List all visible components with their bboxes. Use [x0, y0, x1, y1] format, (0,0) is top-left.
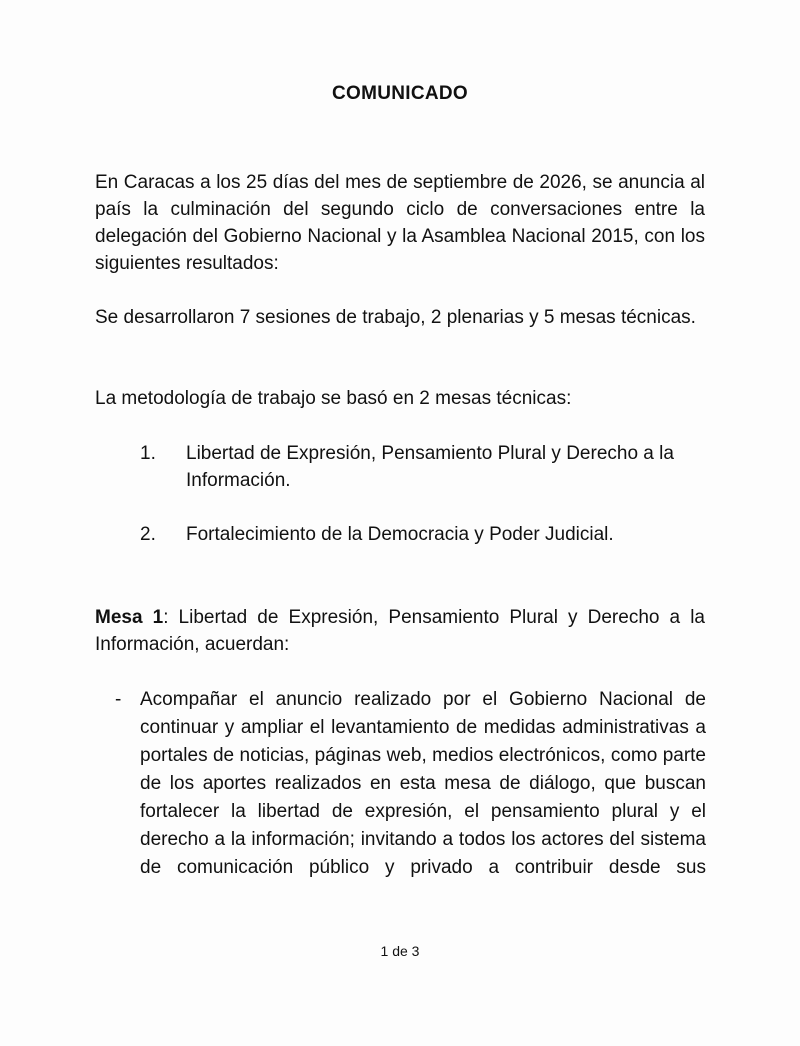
list-item-2-number: 2.	[140, 524, 156, 545]
bullet-marker: -	[115, 689, 122, 710]
intro-paragraph: En Caracas a los 25 días del mes de septiembre de 2026, se anuncia al país la culminación del segundo ciclo de conversaciones entre la delegación del Gobierno Nacional y la Asamblea Nacional 2015, con los siguientes resultados:	[95, 172, 705, 274]
mesa1-heading	[95, 604, 705, 658]
mesa1-text: : Libertad de Expresión, Pensamiento Plural y Derecho a la Información, acuerdan:	[95, 607, 705, 655]
list-item-1-text: Libertad de Expresión, Pensamiento Plural y Derecho a la Información.	[186, 443, 674, 491]
mesa1-label: Mesa 1	[95, 607, 164, 628]
sessions-paragraph: Se desarrollaron 7 sesiones de trabajo, 2 plenarias y 5 mesas técnicas.	[95, 307, 696, 328]
list-item-1-number: 1.	[140, 443, 156, 464]
document-title: COMUNICADO	[332, 83, 468, 104]
list-item-2-text: Fortalecimiento de la Democracia y Poder Judicial.	[186, 524, 614, 545]
page-number: 1 de 3	[380, 943, 420, 959]
methodology-paragraph: La metodología de trabajo se basó en 2 mesas técnicas:	[95, 388, 572, 409]
bullet-text: Acompañar el anuncio realizado por el Gobierno Nacional de continuar y ampliar el levantamiento de medidas administrativas a portales de noticias, páginas web, medios electrónicos, como parte de los aportes realizados en esta mesa de diálogo, que buscan fortalecer la libertad de expresión, el pensamiento plural y el derecho a la información; invitando a todos los actores del sistema de comunicación público y privado a contribuir desde sus	[140, 689, 706, 878]
